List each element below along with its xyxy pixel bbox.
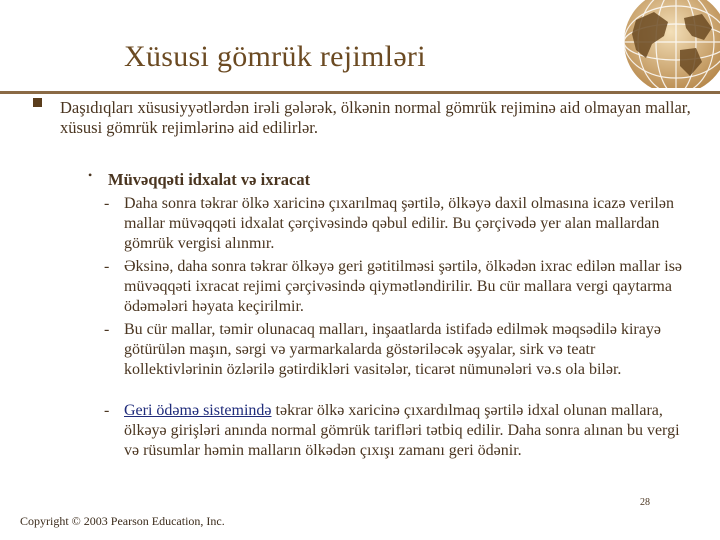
list-item bbox=[104, 401, 694, 461]
title-divider bbox=[0, 91, 720, 94]
globe-icon bbox=[606, 0, 720, 88]
intro-paragraph: Daşıdıqları xüsusiyyətlərdən irəli gələrək, ölkənin normal gömrük rejiminə aid olmayan mallar, xüsusi gömrük rejimlərinə aid edilirlər. bbox=[60, 98, 691, 137]
dash-marker: - bbox=[104, 402, 110, 419]
dash-marker: - bbox=[104, 321, 110, 338]
list-item bbox=[104, 194, 694, 254]
list-item-text: Daha sonra təkrar ölkə xaricinə çıxarılmaq şərtilə, ölkəyə daxil olmasına icazə verilən mallar müvəqqəti idxalat çərçivəsində qəbul edilir. Bu çərçivədə yer alan mallardan gömrük vergisi alınmır. bbox=[124, 195, 674, 252]
slide-title: Xüsusi gömrük rejimləri bbox=[124, 40, 426, 73]
page-number: 28 bbox=[640, 497, 650, 508]
subheading: Müvəqqəti idxalat və ixracat bbox=[108, 170, 311, 189]
dash-marker: - bbox=[104, 258, 110, 275]
list-item-text-rest: təkrar ölkə xaricinə çıxardılmaq şərtilə idxal olunan mallara, ölkəyə girişləri anında normal gömrük tarifləri tətbiq edilir. Daha sonra alınan bu vergi və rüsumlar həmin malların ölkədən çıxışı zamanı geri ödənir. bbox=[124, 402, 680, 459]
list-item-text bbox=[124, 401, 694, 461]
list-item bbox=[104, 257, 694, 317]
geri-odeme-link[interactable]: Geri ödəmə sistemində bbox=[124, 402, 272, 419]
round-bullet-icon: • bbox=[88, 168, 93, 182]
list-item-text: Əksinə, daha sonra təkrar ölkəyə geri gətitilməsi şərtilə, ölkədən ixrac edilən mallar isə müvəqqəti ixracat rejimi çərçivəsində qiymətləndirilir. Bu cür mallara vergi qaytarma ödəmələri həyata keçirilmir. bbox=[124, 258, 683, 315]
list-item bbox=[104, 320, 694, 380]
copyright-notice: Copyright © 2003 Pearson Education, Inc. bbox=[20, 514, 225, 528]
list-item-text: Bu cür mallar, təmir olunacaq malları, inşaatlarda istifadə edilmək məqsədilə kirayə götürülən maşın, sərgi və yarmarkalarda göstəriləcək əşyalar, sirk və teatr kollektivlərinin özlərilə gətirdikləri vasitələr, ticarət nümunələri və.s ola bilər. bbox=[124, 321, 661, 378]
square-bullet-icon bbox=[33, 98, 42, 107]
dash-marker: - bbox=[104, 195, 110, 212]
